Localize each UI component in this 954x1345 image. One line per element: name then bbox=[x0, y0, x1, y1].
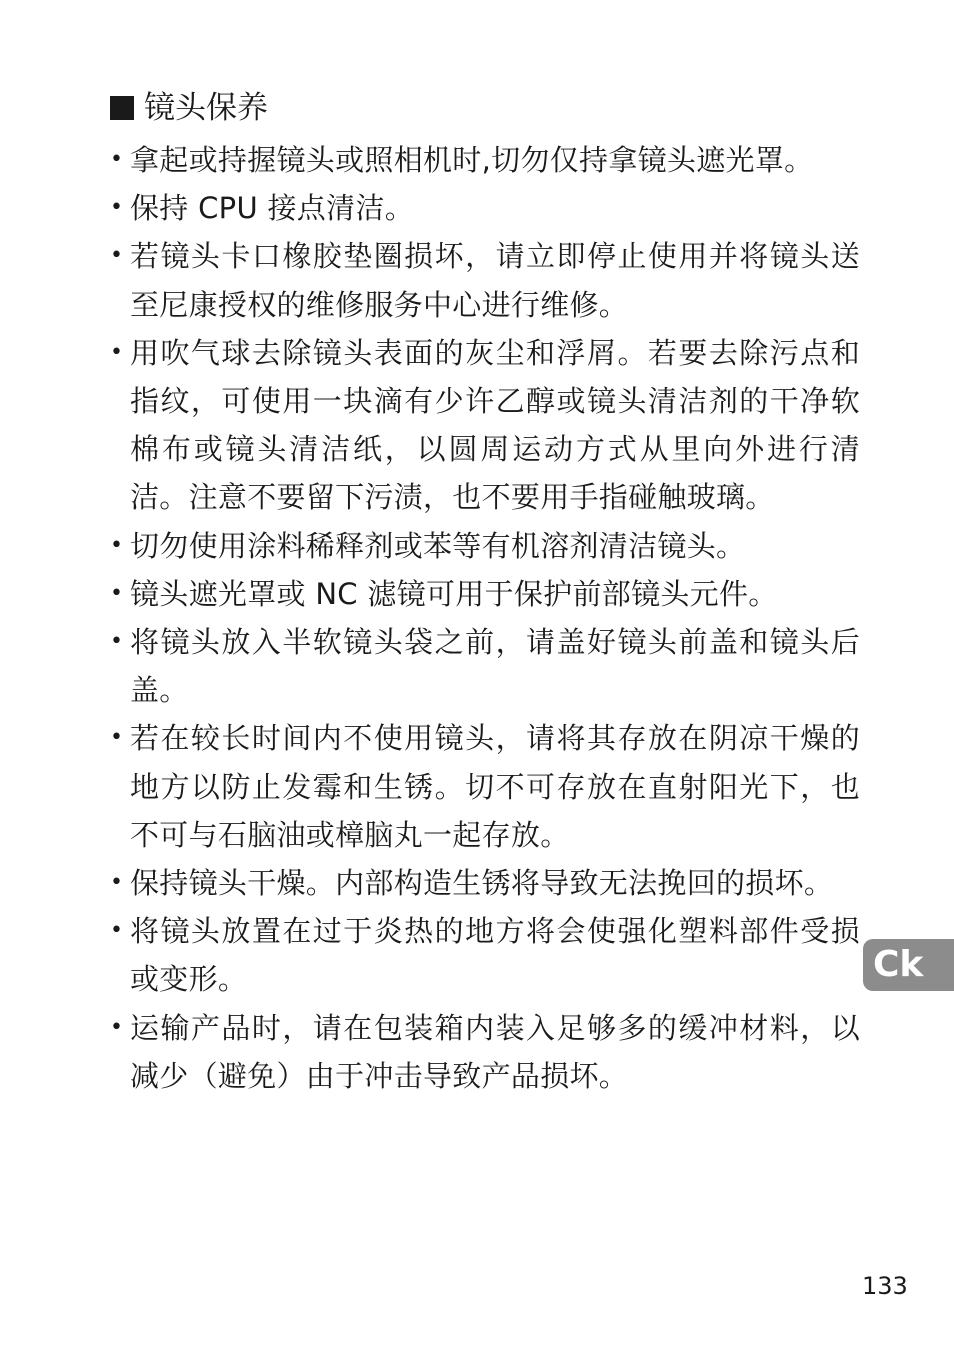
bullet-icon: • bbox=[110, 147, 124, 172]
list-item bbox=[108, 522, 860, 570]
bullet-icon: • bbox=[110, 1014, 124, 1040]
list-item-text: 保持 CPU 接点清洁。 bbox=[130, 191, 414, 226]
list-item bbox=[108, 859, 860, 907]
bullet-icon: • bbox=[110, 195, 124, 221]
list-item bbox=[108, 329, 860, 522]
list-item-text: 用吹气球去除镜头表面的灰尘和浮屑。若要去除污点和指纹，可使用一块滴有少许乙醇或镜头清洁剂的干净软棉布或镜头清洁纸，以圆周运动方式从里向外进行清洁。注意不要留下污渍，也不要用手指碰触玻璃。 bbox=[130, 335, 860, 515]
list-item-text: 镜头遮光罩或 NC 滤镜可用于保护前部镜头元件。 bbox=[130, 576, 778, 611]
list-item bbox=[108, 570, 860, 618]
lens-care-list bbox=[108, 136, 860, 1100]
heading-square-icon bbox=[110, 96, 134, 120]
section-heading bbox=[110, 84, 268, 132]
bullet-icon: • bbox=[110, 243, 124, 269]
bullet-icon: • bbox=[110, 870, 124, 896]
list-item-text: 若在较长时间内不使用镜头，请将其存放在阴凉干燥的地方以防止发霉和生锈。切不可存放在直射阳光下，也不可与石脑油或樟脑丸一起存放。 bbox=[130, 721, 860, 852]
list-item-text: 若镜头卡口橡胶垫圈损坏，请立即停止使用并将镜头送至尼康授权的维修服务中心进行维修。 bbox=[130, 239, 860, 322]
list-item-text: 切勿使用涂料稀释剂或苯等有机溶剂清洁镜头。 bbox=[130, 528, 746, 563]
list-item bbox=[108, 714, 860, 859]
list-item-text: 保持镜头干燥。内部构造生锈将导致无法挽回的损坏。 bbox=[130, 866, 834, 901]
list-item-text: 运输产品时，请在包装箱内装入足够多的缓冲材料，以减少（避免）由于冲击导致产品损坏。 bbox=[130, 1010, 860, 1093]
bullet-icon: • bbox=[110, 918, 124, 944]
list-item bbox=[108, 618, 860, 714]
list-item bbox=[108, 907, 860, 1003]
list-item bbox=[108, 232, 860, 328]
language-tab: Ck bbox=[863, 939, 954, 991]
list-item-text: 将镜头放入半软镜头袋之前，请盖好镜头前盖和镜头后盖。 bbox=[130, 625, 860, 708]
page-number: 133 bbox=[862, 1272, 908, 1300]
bullet-icon: • bbox=[110, 580, 124, 606]
list-item-text: 拿起或持握镜头或照相机时,切勿仅持拿镜头遮光罩。 bbox=[130, 143, 814, 177]
list-item bbox=[108, 1004, 860, 1100]
bullet-icon: • bbox=[110, 339, 124, 365]
bullet-icon: • bbox=[110, 629, 124, 655]
bullet-icon: • bbox=[110, 532, 124, 558]
heading-text: 镜头保养 bbox=[144, 90, 268, 126]
list-item-text: 将镜头放置在过于炎热的地方将会使强化塑料部件受损或变形。 bbox=[130, 914, 860, 997]
list-item bbox=[108, 184, 860, 232]
list-item bbox=[108, 136, 860, 184]
bullet-icon: • bbox=[110, 725, 124, 751]
